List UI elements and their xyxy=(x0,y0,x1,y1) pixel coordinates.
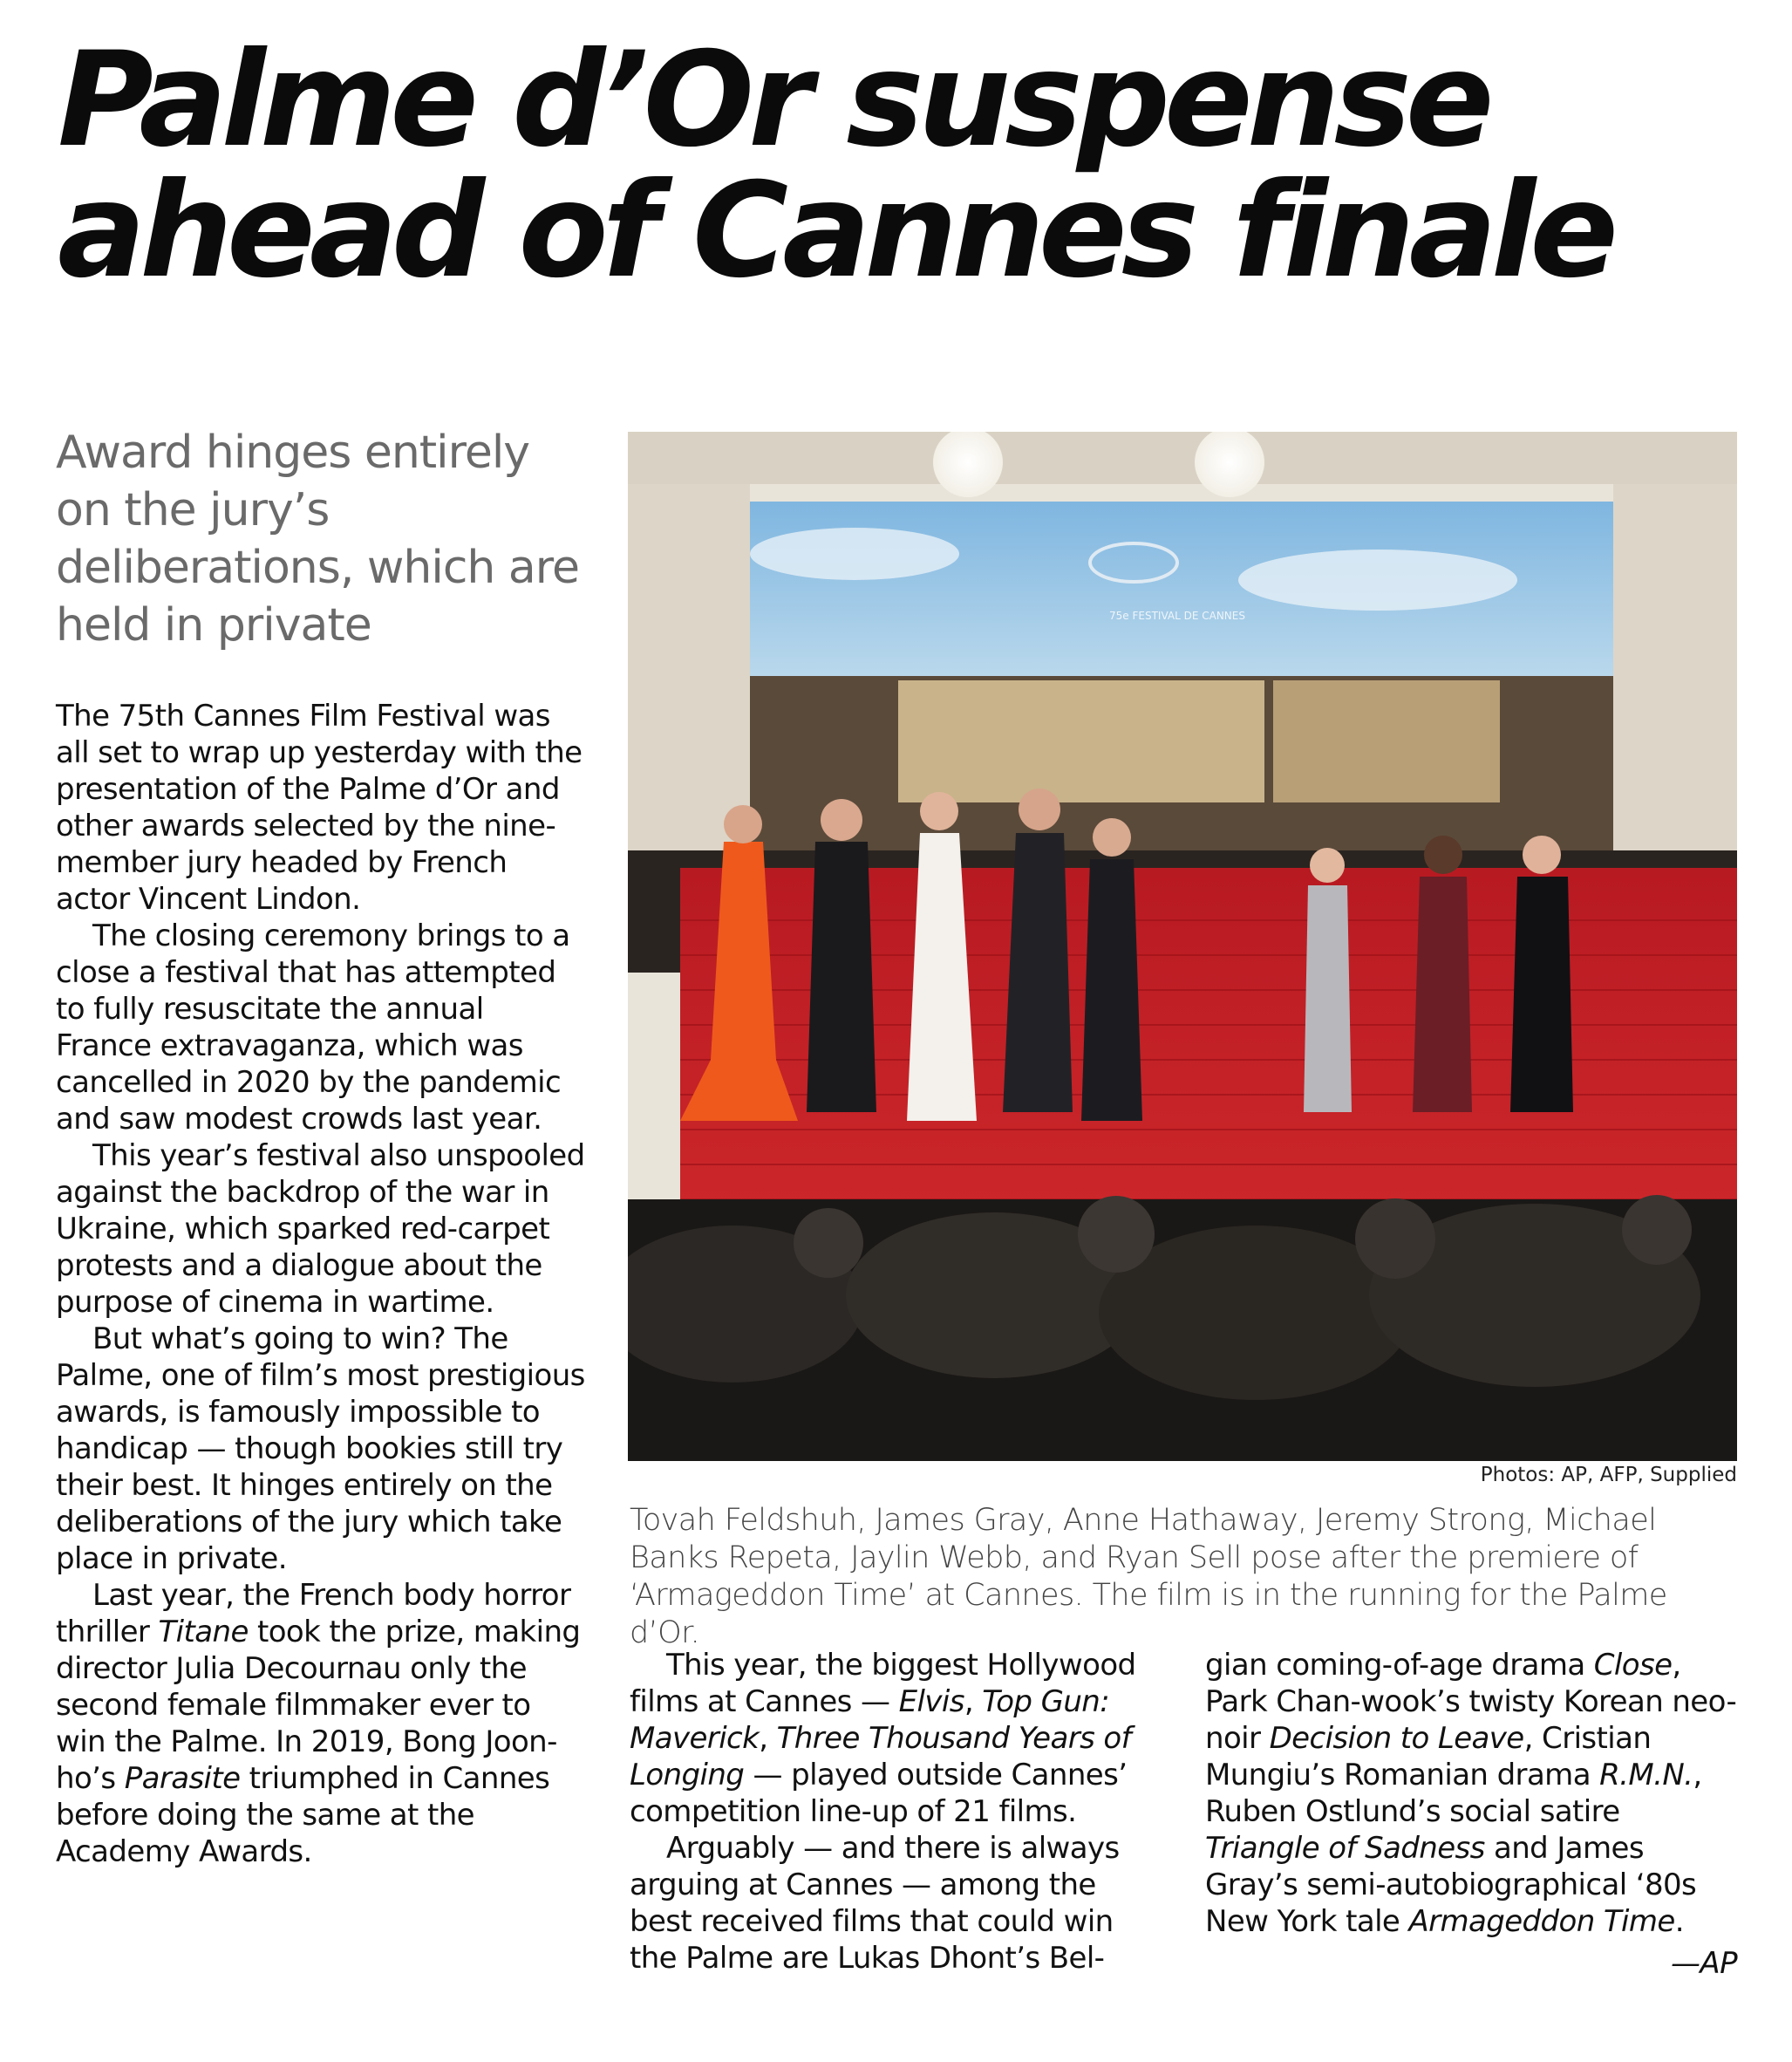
photo-caption: Tovah Feldshuh, James Gray, Anne Hathaway, Jeremy Strong, Michael Banks Repeta, Jaylin Webb, and Ryan Sell pose after the premiere of ‘Armageddon Time’ at Cannes. The film is in the running for the Palme d’Or. xyxy=(630,1503,1667,1650)
deck-subheadline: Award hinges entirely on the jury’s deliberations, which are held in private xyxy=(56,427,579,652)
p5-text-b: took the prize, making director Julia Decournau only the second female filmmaker ever to win the Palme. In 2019, Bong Joon-ho’s xyxy=(56,1615,581,1796)
backdrop-text: 75e FESTIVAL DE CANNES xyxy=(1109,610,1245,622)
paragraph-2: The closing ceremony brings to a close a festival that has attempted to fully resuscitate the annual France extravaganza, which was cancelled in 2020 by the pandemic and saw modest crowds last year. xyxy=(56,918,570,1137)
film-title-armageddon-time: Armageddon Time xyxy=(1408,1904,1675,1939)
p5-text-c: triumphed in Cannes before doing the same at the Academy Awards. xyxy=(56,1761,550,1869)
p7-text-f: and James Gray’s semi-autobiographical ‘80s New York tale xyxy=(1205,1831,1697,1939)
p7-text-e: , Ruben Ostlund’s social satire xyxy=(1205,1758,1702,1829)
film-title-triangle-of-sadness: Triangle of Sadness xyxy=(1205,1831,1485,1866)
red-carpet-photo xyxy=(628,432,1737,1461)
paragraph-7-part-1: Arguably — and there is always arguing at Cannes — among the best received films that could win the Palme are Lukas Dhont’s Bel- xyxy=(630,1831,1120,1976)
film-title-three-thousand-years: Three Thousand Years of Longing xyxy=(630,1721,1131,1792)
article-column-3 xyxy=(1205,1647,1737,1982)
article-column-1 xyxy=(56,698,588,1870)
film-title-close: Close xyxy=(1593,1648,1673,1683)
p6-sep-2: , xyxy=(759,1721,777,1756)
film-title-top-gun: Top Gun: Maverick xyxy=(630,1684,1110,1756)
paragraph-4: But what’s going to win? The Palme, one of film’s most prestigious awards, is famously impossible to handicap — though bookies still try their best. It hinges entirely on the deliberations of the jury which take place in private. xyxy=(56,1321,585,1576)
paragraph-5 xyxy=(56,1577,588,1870)
film-title-parasite: Parasite xyxy=(124,1761,241,1796)
film-title-rmn: R.M.N. xyxy=(1599,1758,1693,1792)
paragraph-3: This year’s festival also unspooled against the backdrop of the war in Ukraine, which sparked red-carpet protests and a dialogue about the purpose of cinema in wartime. xyxy=(56,1138,585,1320)
film-title-decision-to-leave: Decision to Leave xyxy=(1269,1721,1524,1756)
p7-text-d: , Cristian Mungiu’s Romanian drama xyxy=(1205,1721,1652,1792)
p7-text-c: , Park Chan-wook’s twisty Korean neo-noir xyxy=(1205,1648,1737,1756)
headline xyxy=(58,24,1749,307)
photo-credit: Photos: AP, AFP, Supplied xyxy=(1480,1464,1737,1486)
p5-text-a: Last year, the French body horror thriller xyxy=(56,1578,571,1649)
p6-text-a: This year, the biggest Hollywood films at Cannes — xyxy=(630,1648,1136,1719)
signoff: —AP xyxy=(1671,1946,1737,1981)
film-title-elvis: Elvis xyxy=(898,1684,964,1719)
paragraph-6 xyxy=(630,1647,1162,1830)
p7-text-g: . xyxy=(1674,1904,1684,1939)
paragraph-7-part-2 xyxy=(1205,1647,1737,1940)
p7-text-b: gian coming-of-age drama xyxy=(1205,1648,1594,1683)
article-column-2 xyxy=(630,1647,1162,1977)
paragraph-1: The 75th Cannes Film Festival was all set to wrap up yesterday with the presentation of the Palme d’Or and other awards selected by the nine-member jury headed by French actor Vincent Lindon. xyxy=(56,699,583,917)
headline-line-1: Palme d’Or suspense xyxy=(58,24,1489,176)
p6-sep-1: , xyxy=(964,1684,983,1719)
film-title-titane: Titane xyxy=(158,1615,249,1649)
p6-text-b: — played outside Cannes’ competition line-up of 21 films. xyxy=(630,1758,1128,1829)
headline-line-2: ahead of Cannes finale xyxy=(58,155,1613,307)
